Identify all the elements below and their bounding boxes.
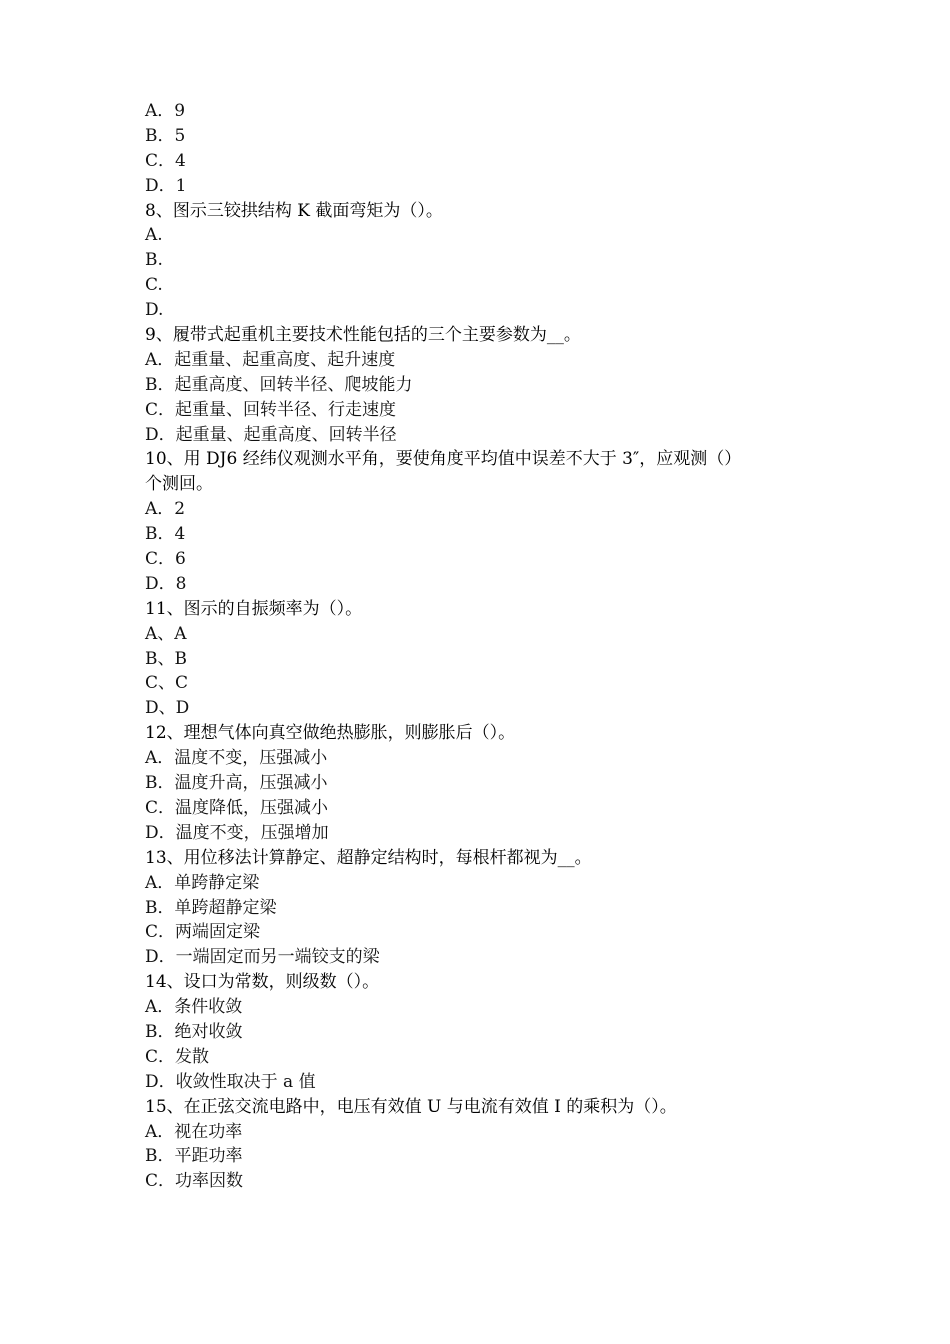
option-line: C．温度降低，压强减小 (145, 797, 329, 818)
question-text-block (145, 99, 805, 1194)
option-line: A．视在功率 (145, 1121, 243, 1142)
option-line: D．一端固定而另一端铰支的梁 (145, 947, 380, 968)
question-8: 8、图示三铰拱结构 K 截面弯矩为（）。 (145, 200, 443, 221)
option-line: C．发散 (145, 1046, 210, 1067)
question-9: 9、履带式起重机主要技术性能包括的三个主要参数为__。 (145, 325, 581, 346)
option-line: A．起重量、起重高度、起升速度 (145, 349, 396, 370)
option-line: B．4 (145, 524, 186, 545)
question-14: 14、设口为常数，则级数（）。 (145, 972, 380, 993)
option-line: A. (145, 225, 163, 246)
option-line: C．4 (145, 150, 186, 171)
option-line: C、C (145, 673, 189, 694)
option-line: B. (145, 250, 163, 271)
option-line: D．1 (145, 175, 187, 196)
option-line: B、B (145, 648, 187, 669)
option-line: D、D (145, 698, 190, 719)
option-line: D．8 (145, 573, 187, 594)
question-10-continued: 个测回。 (145, 474, 213, 495)
option-line: C．两端固定梁 (145, 922, 261, 943)
option-line: A．2 (145, 499, 186, 520)
question-11: 11、图示的自振频率为（）。 (145, 598, 363, 619)
option-line: B．温度升高，压强减小 (145, 773, 328, 794)
option-line: A．温度不变，压强减小 (145, 748, 328, 769)
option-line: D. (145, 300, 164, 321)
question-10: 10、用 DJ6 经纬仪观测水平角，要使角度平均值中误差不大于 3″，应观测（） (145, 449, 742, 470)
option-line: D．收敛性取决于 a 值 (145, 1071, 316, 1092)
option-line: A．9 (145, 101, 186, 121)
option-line: B．平距功率 (145, 1146, 243, 1167)
option-line: B．5 (145, 125, 186, 146)
question-15: 15、在正弦交流电路中，电压有效值 U 与电流有效值 I 的乘积为（）。 (145, 1096, 677, 1117)
option-line: C．起重量、回转半径、行走速度 (145, 399, 397, 420)
option-line: A．条件收敛 (145, 997, 243, 1018)
option-line: C．功率因数 (145, 1171, 244, 1192)
option-line: D．起重量、起重高度、回转半径 (145, 424, 397, 445)
question-12: 12、理想气体向真空做绝热膨胀，则膨胀后（）。 (145, 723, 516, 744)
option-line: B．单跨超静定梁 (145, 897, 277, 918)
option-line: A．单跨静定梁 (145, 872, 260, 893)
question-13: 13、用位移法计算静定、超静定结构时，每根杆都视为__。 (145, 847, 592, 868)
option-line: B．起重高度、回转半径、爬坡能力 (145, 374, 413, 395)
option-line: C．6 (145, 549, 186, 570)
option-line: A、A (145, 623, 187, 644)
option-line: B．绝对收敛 (145, 1021, 243, 1042)
option-line: D．温度不变，压强增加 (145, 822, 329, 843)
option-line: C. (145, 275, 163, 296)
